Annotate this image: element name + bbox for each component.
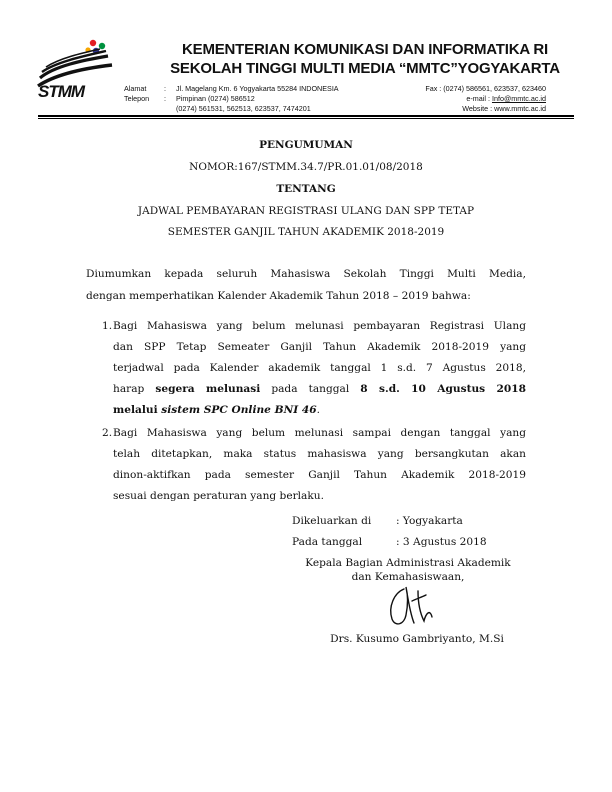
fax-number: Fax : (0274) 586561, 623537, 623460 <box>425 84 546 93</box>
item1-line5 <box>113 404 320 416</box>
email-line <box>380 94 546 103</box>
phone-label: Telepon <box>124 94 150 103</box>
email-colon: : <box>487 94 490 103</box>
item1-line5-end: . <box>316 404 321 416</box>
website-line: Website : www.mmtc.ac.id <box>462 104 546 113</box>
institution-logo <box>36 38 116 102</box>
issued-label: Dikeluarkan di <box>292 515 372 527</box>
item1-line4 <box>113 383 526 395</box>
phone-value-other: (0274) 561531, 562513, 623537, 7474201 <box>176 104 311 113</box>
item2-line3: dinon-aktifkan pada semester Ganjil Tahun Akademik 2018-2019 <box>113 469 526 481</box>
item1-line4-pre: harap <box>113 383 156 395</box>
item1-line1: Bagi Mahasiswa yang belum melunasi pembayaran Registrasi Ulang <box>113 320 526 332</box>
item1-line4-mid: pada tanggal <box>260 383 361 395</box>
announcement-heading: PENGUMUMAN <box>259 139 353 151</box>
address-label: Alamat <box>124 84 147 93</box>
address-value: Jl. Magelang Km. 6 Yogyakarta 55284 INDONESIA <box>176 84 339 93</box>
announcement-about-label: TENTANG <box>276 183 336 195</box>
logo-dot <box>90 40 96 46</box>
item2-number: 2. <box>102 427 113 439</box>
item1-emphasis-pay: segera melunasi <box>155 383 261 395</box>
announcement-number: NOMOR:167/STMM.34.7/PR.01.01/08/2018 <box>189 161 423 173</box>
announcement-subject-line1: JADWAL PEMBAYARAN REGISTRASI ULANG DAN SPP TETAP <box>137 205 475 217</box>
letterhead-divider-thin <box>38 118 574 119</box>
item1-line5-via: melalui <box>113 404 162 416</box>
item2-line2: telah ditetapkan, maka status mahasiswa yang bersangkutan akan <box>113 448 526 460</box>
item1-line2: dan SPP Tetap Semeater Ganjil Tahun Akademik 2018-2019 yang <box>113 341 526 353</box>
announcement-subject-line2: SEMESTER GANJIL TAHUN AKADEMIK 2018-2019 <box>167 226 445 238</box>
item1-number: 1. <box>102 320 113 332</box>
intro-line2: dengan memperhatikan Kalender Akademik Tahun 2018 – 2019 bahwa: <box>86 290 471 302</box>
date-label: Pada tanggal <box>292 536 363 548</box>
signatory-name: Drs. Kusumo Gambriyanto, M.Si <box>330 633 504 645</box>
phone-colon: : <box>164 94 166 103</box>
letterhead-divider-thick <box>38 115 574 117</box>
org-name-ministry: KEMENTERIAN KOMUNIKASI DAN INFORMATIKA RI <box>182 41 548 58</box>
position-line2: dan Kemahasiswaan, <box>351 571 465 583</box>
date-value: : 3 Agustus 2018 <box>396 536 487 548</box>
issued-value: : Yogyakarta <box>396 515 463 527</box>
email-link[interactable]: Info@mmtc.ac.id <box>491 94 546 103</box>
phone-value-main: Pimpinan (0274) 586512 <box>176 94 255 103</box>
item1-payment-system: sistem SPC Online BNI 46 <box>161 404 317 416</box>
address-colon: : <box>164 84 166 93</box>
item2-line4: sesuai dengan peraturan yang berlaku. <box>113 490 324 502</box>
handwritten-signature <box>382 583 442 633</box>
org-name-school: SEKOLAH TINGGI MULTI MEDIA “MMTC”YOGYAKARTA <box>170 60 560 77</box>
item1-emphasis-dates: 8 s.d. 10 Agustus 2018 <box>360 383 526 395</box>
position-line1: Kepala Bagian Administrasi Akademik <box>305 557 511 569</box>
item1-line3: terjadwal pada Kalender akademik tanggal 1 s.d. 7 Agustus 2018, <box>113 362 526 374</box>
intro-line1: Diumumkan kepada seluruh Mahasiswa Sekolah Tinggi Multi Media, <box>86 268 526 280</box>
item2-line1: Bagi Mahasiswa yang belum melunasi sampai dengan tanggal yang <box>113 427 526 439</box>
logo-text: STMM <box>38 82 85 101</box>
email-label: e-mail <box>466 94 486 103</box>
